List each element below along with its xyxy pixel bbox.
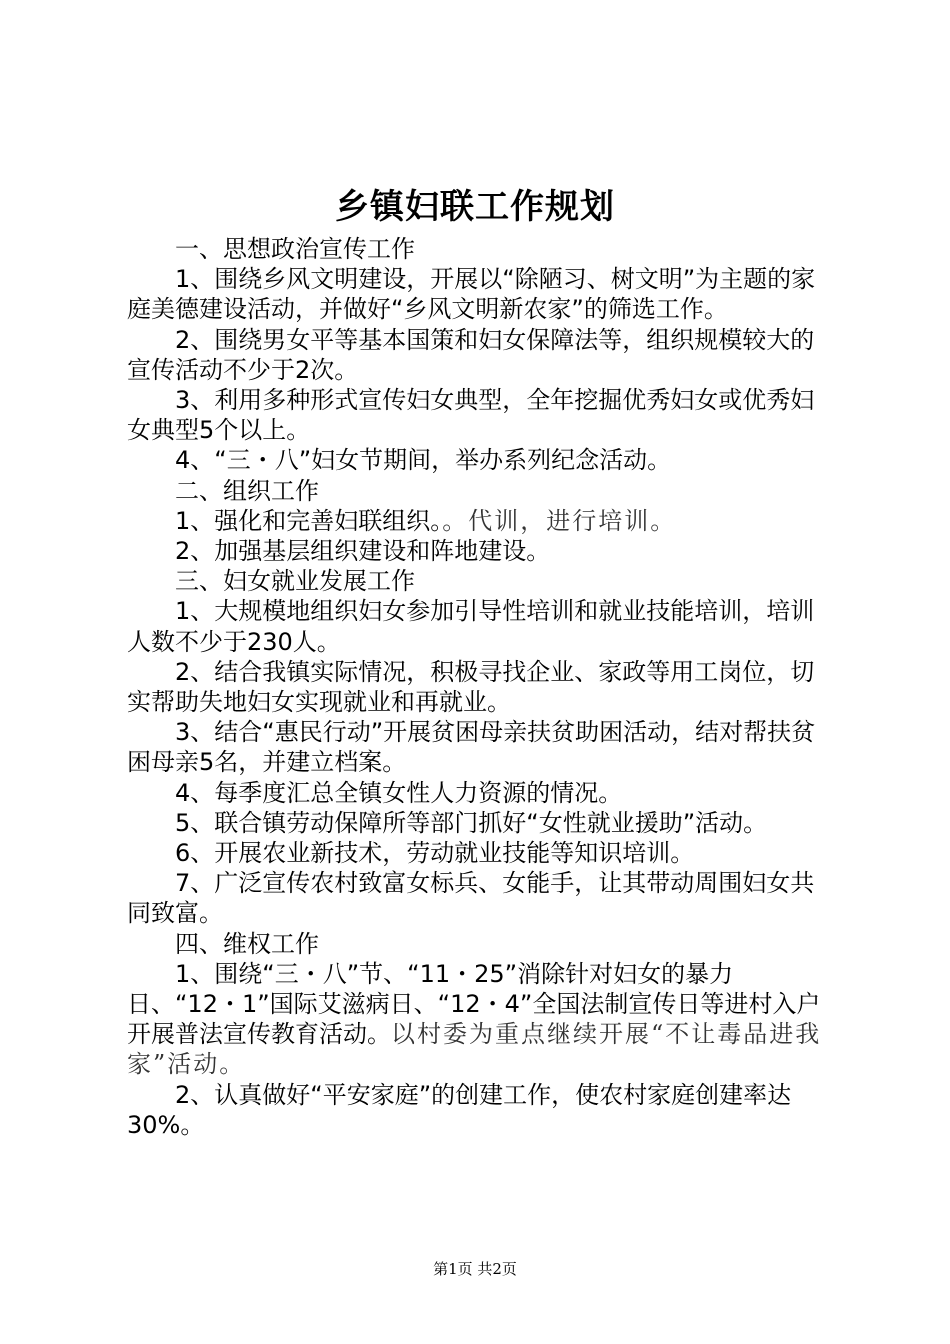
paragraph: 4、“三・八”妇女节期间，举办系列纪念活动。	[175, 446, 672, 475]
paragraph: 2、围绕男女平等基本国策和妇女保障法等，组织规模较大的宣传活动不少于2次。	[127, 325, 815, 384]
document-body	[127, 234, 832, 1140]
paragraph	[127, 959, 832, 1080]
paragraph: 2、加强基层组织建设和阵地建设。	[175, 537, 551, 566]
paragraph: 4、每季度汇总全镇女性人力资源的情况。	[175, 778, 623, 807]
paragraph-text-soft: 以村委为重点继续开展“不让毒品进我家”活动。	[127, 1020, 822, 1079]
paragraph: 2、认真做好“平安家庭”的创建工作，使农村家庭创建率达30%。	[127, 1080, 792, 1139]
paragraph-text: 1、围绕“三・八”节、“11・25”消除针对妇女的暴力日、“12・1”国际艾滋病日、“12・4”全国法制宣传日等进村入户开展普法宣传教育活动。	[127, 959, 821, 1049]
paragraph: 1、大规模地组织妇女参加引导性培训和就业技能培训，培训人数不少于230人。	[127, 597, 815, 656]
paragraph-text: 1、强化和完善妇联组织。	[175, 506, 443, 535]
paragraph-text-soft: 。代训，进行培训。	[442, 506, 677, 535]
section-heading: 一、思想政治宣传工作	[175, 235, 415, 263]
section-heading: 三、妇女就业发展工作	[175, 567, 415, 596]
document-title: 乡镇妇联工作规划	[335, 187, 615, 227]
paragraph: 6、开展农业新技术，劳动就业技能等知识培训。	[175, 839, 695, 868]
section-heading: 四、维权工作	[175, 929, 319, 958]
paragraph: 2、结合我镇实际情况，积极寻找企业、家政等用工岗位，切实帮助失地妇女实现就业和再就业。	[127, 657, 815, 717]
paragraph: 5、联合镇劳动保障所等部门抓好“女性就业援助”活动。	[175, 808, 768, 837]
paragraph: 7、广泛宣传农村致富女标兵、女能手，让其带动周围妇女共同致富。	[127, 869, 815, 928]
paragraph	[127, 506, 832, 536]
section-heading: 二、组织工作	[175, 476, 319, 505]
paragraph: 3、利用多种形式宣传妇女典型，全年挖掘优秀妇女或优秀妇女典型5个以上。	[127, 386, 815, 445]
paragraph: 3、结合“惠民行动”开展贫困母亲扶贫助困活动，结对帮扶贫困母亲5名，并建立档案。	[127, 718, 816, 777]
page-footer: 第1页 共2页	[433, 1260, 517, 1278]
paragraph: 1、围绕乡风文明建设，开展以“除陋习、树文明”为主题的家庭美德建设活动，并做好“乡风文明新农家”的筛选工作。	[127, 265, 816, 324]
